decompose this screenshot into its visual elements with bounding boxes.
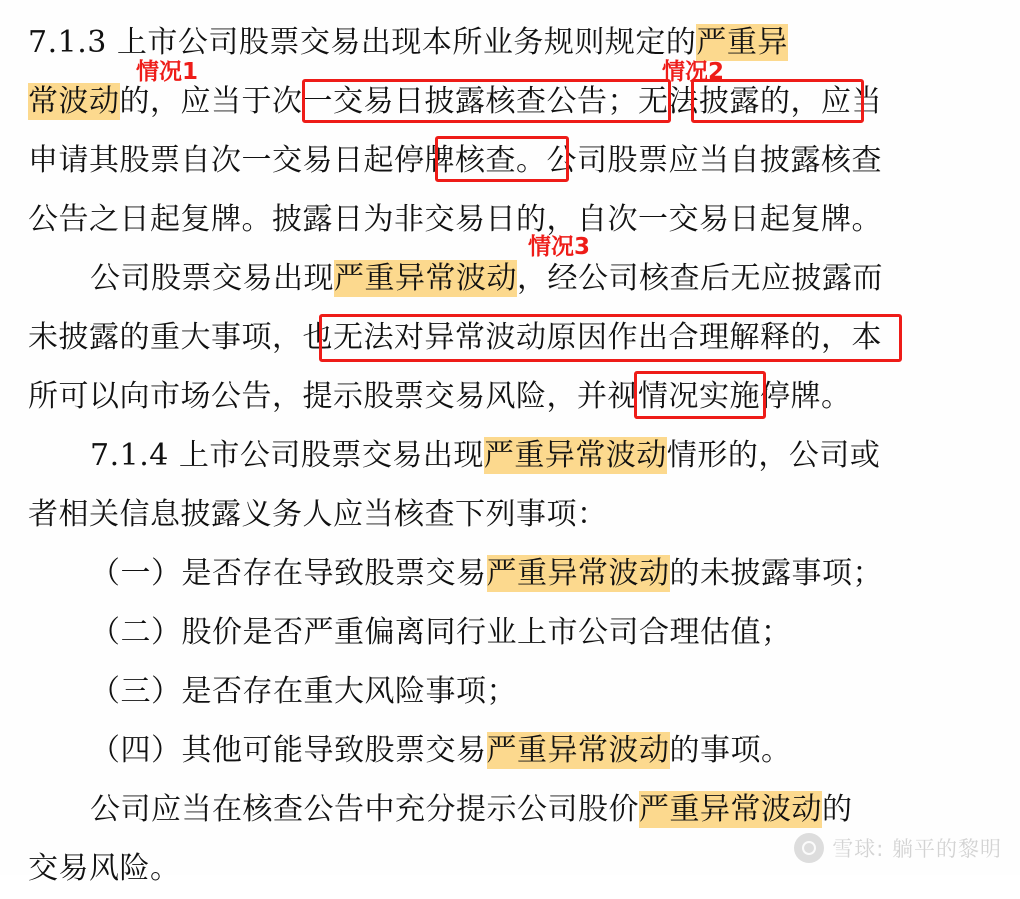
list-item xyxy=(28,545,992,602)
annotation-note-3: 情况3 xyxy=(528,234,591,260)
highlight-run: 常波动 xyxy=(28,84,120,119)
text-run: 7.1.4 上市公司股票交易出现 xyxy=(90,438,484,473)
text-run: （一）是否存在导致股票交易 xyxy=(90,556,487,591)
text-run: 的 xyxy=(822,792,853,827)
list-item xyxy=(28,663,992,720)
text-run: 申请其股票自次一交易日起停牌核查。公司股票应当自披露核查 xyxy=(28,143,882,178)
text-run: ，经公司核查后无应披露而 xyxy=(517,261,883,296)
paragraph-line xyxy=(28,427,992,484)
paragraph-line xyxy=(28,250,992,307)
highlight-run: 严重异常波动 xyxy=(639,792,822,827)
text-run: （四）其他可能导致股票交易 xyxy=(90,733,487,768)
annotation-note-1: 情况1 xyxy=(136,59,199,85)
text-run: 所可以向市场公告，提示股票交易风险，并视情况实施停牌。 xyxy=(28,379,852,414)
highlight-run: 严重异常波动 xyxy=(486,556,670,591)
paragraph-line xyxy=(28,309,992,366)
text-run: 未披露的重大事项，也无法对异常波动原因作出合理解释的，本 xyxy=(28,320,882,355)
paragraph-line xyxy=(28,781,992,838)
paragraph-line xyxy=(28,368,992,425)
highlight-run: 严重异常波动 xyxy=(334,261,517,296)
text-run: 情形的，公司或 xyxy=(666,438,881,473)
text-run: （二）股价是否严重偏离同行业上市公司合理估值； xyxy=(90,615,792,650)
text-run: 交易风险。 xyxy=(28,851,181,886)
text-run: （三）是否存在重大风险事项； xyxy=(90,674,517,709)
watermark xyxy=(794,833,1002,863)
highlight-run: 严重异常波动 xyxy=(483,438,667,473)
text-run: 7.1.3 上市公司股票交易出现本所业务规则规定的 xyxy=(28,25,697,60)
highlight-run: 严重异 xyxy=(696,25,788,60)
paragraph-line xyxy=(28,191,992,248)
text-run: 的未披露事项； xyxy=(669,556,883,591)
text-run: 者相关信息披露义务人应当核查下列事项： xyxy=(28,497,608,532)
list-item xyxy=(28,604,992,661)
highlight-run: 严重异常波动 xyxy=(486,733,670,768)
text-run: 公告之日起复牌。披露日为非交易日的，自次一交易日起复牌。 xyxy=(28,202,882,237)
paragraph-line xyxy=(28,132,992,189)
text-run: 公司应当在核查公告中充分提示公司股价 xyxy=(90,792,639,827)
list-item xyxy=(28,722,992,779)
text-run: 公司股票交易出现 xyxy=(90,261,334,296)
watermark-text: 雪球: 躺平的黎明 xyxy=(832,837,1002,861)
xueqiu-logo-icon xyxy=(794,833,824,863)
text-run: 的事项。 xyxy=(669,733,792,768)
text-run: 的，应当于次一交易日披露核查公告；无法披露的，应当 xyxy=(119,84,882,119)
paragraph-line xyxy=(28,486,992,543)
annotation-note-2: 情况2 xyxy=(662,59,725,85)
